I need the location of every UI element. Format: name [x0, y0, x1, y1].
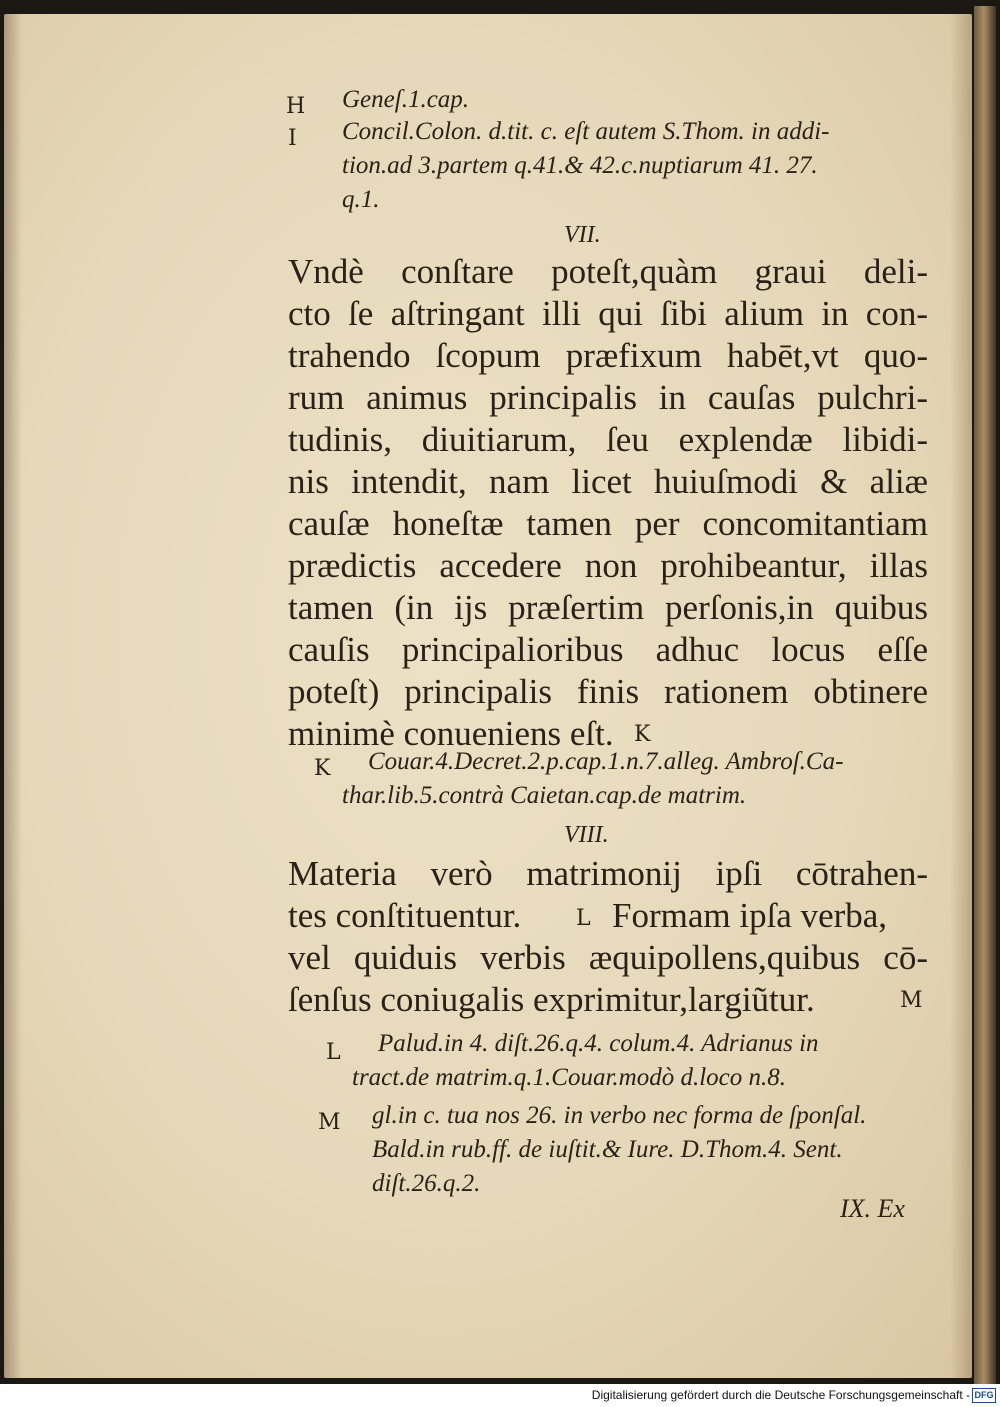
section-vii-line-3: trahendo ſcopum præfixum habēt,vt quo-	[288, 336, 928, 375]
section-vii-line-1: Vndè conſtare poteſt,quàm graui deli-	[288, 252, 928, 291]
note-h-line-1: Geneſ.1.cap.	[342, 86, 470, 113]
section-vii-line-12: minimè conueniens eſt.	[288, 714, 614, 753]
section-viii-line-2-cont: Formam ipſa verba,	[612, 896, 888, 935]
section-vii-ref-k: K	[634, 722, 651, 747]
section-viii-line-1: Materia verò matrimonij ipſi cōtrahen-	[288, 854, 928, 893]
note-marker-m: M	[318, 1110, 341, 1135]
section-viii-line-3: vel quiduis verbis æquipollens,quibus cō-	[288, 938, 928, 977]
section-viii-line-4: ſenſus coniugalis exprimitur,largiũtur.	[288, 980, 815, 1019]
catchword: IX. Ex	[840, 1194, 905, 1223]
footer-credit: Digitalisierung gefördert durch die Deutsche Forschungsgemeinschaft -	[591, 1388, 970, 1402]
note-marker-i: I	[288, 126, 297, 151]
footer-bar	[0, 1384, 1000, 1407]
spine-shadow	[4, 14, 22, 1378]
section-vii-line-8: prædictis accedere non prohibeantur, illas	[288, 546, 928, 585]
note-marker-k: K	[314, 756, 331, 781]
note-marker-h: H	[286, 94, 306, 119]
note-k-line-2: thar.lib.5.contrà Caietan.cap.de matrim.	[342, 782, 747, 809]
book-fore-edge	[974, 6, 996, 1384]
note-l-line-1: Palud.in 4. diſt.26.q.4. colum.4. Adrianus in	[378, 1030, 819, 1057]
book-page	[4, 14, 972, 1378]
section-viii-ref-l: L	[576, 906, 591, 931]
section-viii-ref-m: M	[900, 988, 923, 1013]
note-m-line-1: gl.in c. tua nos 26. in verbo nec forma de ſponſal.	[372, 1102, 867, 1129]
section-vii-line-7: cauſæ honeſtæ tamen per concomitantiam	[288, 504, 928, 543]
note-m-line-2: Bald.in rub.ff. de iuſtit.& Iure. D.Thom.4. Sent.	[372, 1136, 843, 1163]
section-vii-line-11: poteſt) principalis finis rationem obtinere	[288, 672, 928, 711]
section-vii-line-5: tudinis, diuitiarum, ſeu explendæ libidi-	[288, 420, 928, 459]
dfg-logo-icon: DFG	[972, 1388, 996, 1403]
section-viii-line-2: tes conſtituentur.	[288, 896, 522, 935]
note-i-line-1: Concil.Colon. d.tit. c. eſt autem S.Thom. in addi-	[342, 118, 830, 145]
section-viii-numeral: VIII.	[564, 822, 609, 848]
note-i-line-2: tion.ad 3.partem q.41.& 42.c.nuptiarum 41. 27.	[342, 152, 818, 179]
section-vii-line-2: cto ſe aſtringant illi qui ſibi alium in con-	[288, 294, 928, 333]
section-vii-numeral: VII.	[564, 222, 601, 248]
note-k-line-1: Couar.4.Decret.2.p.cap.1.n.7.alleg. Ambroſ.Ca-	[368, 748, 844, 775]
section-vii-line-9: tamen (in ijs præſertim perſonis,in quibus	[288, 588, 928, 627]
note-marker-l: L	[326, 1040, 341, 1065]
note-i-line-3: q.1.	[342, 186, 380, 213]
page-edge-shadow	[950, 14, 972, 1378]
section-vii-line-4: rum animus principalis in cauſas pulchri-	[288, 378, 928, 417]
section-vii-line-10: cauſis principalioribus adhuc locus eſſe	[288, 630, 928, 669]
note-m-line-3: diſt.26.q.2.	[372, 1170, 481, 1197]
note-l-line-2: tract.de matrim.q.1.Couar.modò d.loco n.8.	[352, 1064, 787, 1091]
section-vii-line-6: nis intendit, nam licet huiuſmodi & aliæ	[288, 462, 928, 501]
